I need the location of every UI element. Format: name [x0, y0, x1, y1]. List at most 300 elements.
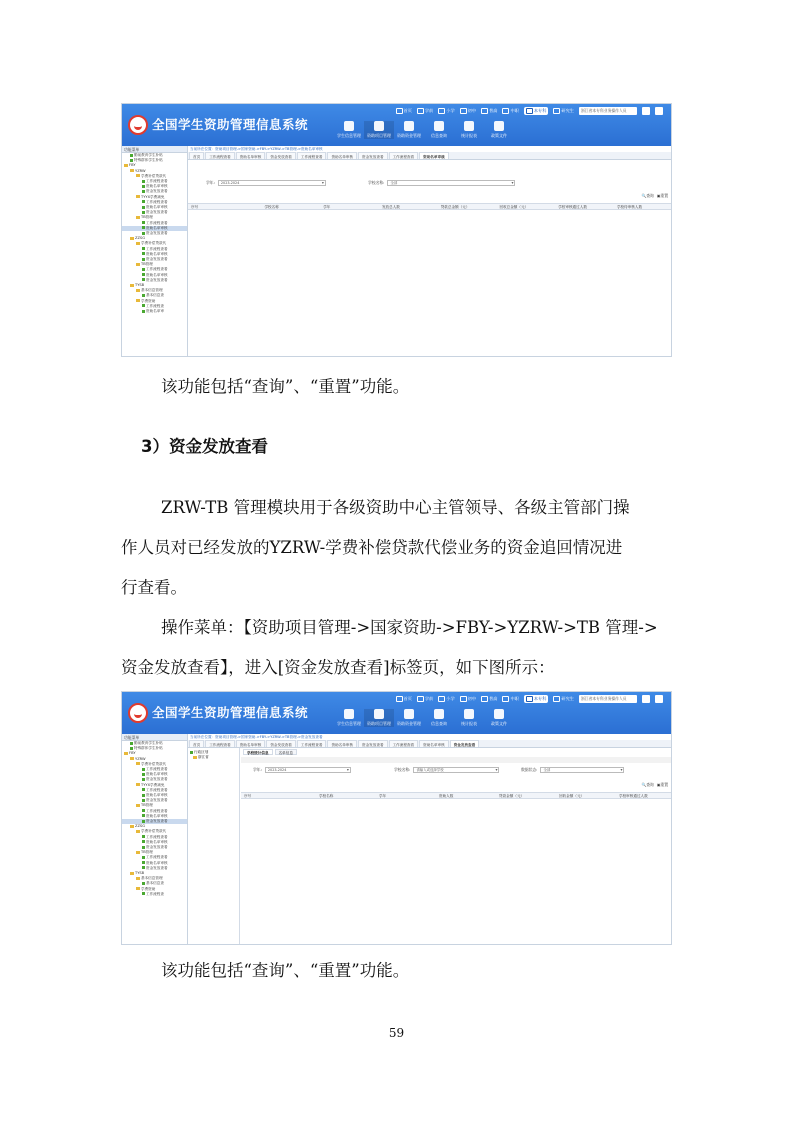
system-header	[122, 104, 671, 146]
folder-icon	[136, 851, 140, 854]
menu-tree-label: 工作流程查	[146, 891, 164, 896]
menu-tree-label: 资金发放查看	[146, 819, 168, 824]
nav-item[interactable]	[394, 709, 424, 727]
nav-item-label: 统计报表	[461, 133, 477, 138]
top-link[interactable]	[524, 107, 549, 115]
paragraph-1-line-3: 行查看。	[121, 578, 187, 597]
page-icon	[130, 154, 133, 157]
system-header	[122, 692, 671, 734]
folder-icon	[136, 263, 140, 266]
page-icon	[142, 247, 145, 250]
menu-tree-label: 学费资助	[141, 886, 156, 891]
top-link[interactable]	[502, 696, 518, 702]
top-link[interactable]	[438, 108, 454, 114]
folder-icon	[136, 195, 140, 198]
menu-header: 功能菜单	[122, 734, 187, 741]
year-label: 学年:	[253, 767, 262, 772]
tab[interactable]: 资助名单审核	[327, 152, 357, 159]
menu-tree-label: 学费补偿贷款代	[141, 829, 167, 834]
page-icon	[142, 180, 145, 183]
menu-tree-label: 资金发放查看	[146, 845, 168, 850]
menu-tree-label: 资金发放查看	[146, 231, 168, 236]
top-link[interactable]	[460, 108, 476, 114]
menu-tree-label: 勤前教育学生补贴	[134, 741, 163, 745]
menu-tree-label: 工作流程查	[146, 303, 164, 308]
page-icon	[142, 268, 145, 271]
stage-icon	[481, 108, 488, 114]
school-select[interactable]: 全部 ▾	[387, 180, 515, 186]
column-header: 发放总人数	[381, 205, 400, 209]
sub-tab-bar	[241, 748, 671, 756]
nav-item-label: 学生信息管理	[337, 133, 361, 138]
stage-icon	[460, 108, 467, 114]
menu-tree	[122, 741, 187, 897]
school-filter	[394, 767, 499, 773]
menu-tree-label: TB管理	[141, 803, 153, 808]
stage-icon	[438, 108, 445, 114]
menu-tree-label: 资金发放查看	[146, 777, 168, 782]
nav-item-label: 资助资金管理	[397, 721, 421, 726]
top-link[interactable]	[553, 696, 574, 702]
year-select[interactable]: 2023-2024 ▾	[265, 767, 351, 773]
menu-tree-label: 学费补偿贷款代	[141, 761, 167, 766]
paragraph-1-line-1: ZRW-TB 管理模块用于各级资助中心主管领导、各级主管部门操	[161, 498, 630, 517]
folder-icon	[136, 783, 140, 786]
menu-tree-label: 学费补偿贷款代	[141, 241, 167, 246]
menu-tree-label: 资助名单审核	[146, 839, 168, 844]
system-title: 全国学生资助管理信息系统	[152, 117, 309, 132]
menu-tree-label: 资助名单审	[146, 309, 164, 314]
page-icon	[130, 747, 133, 750]
nav-item[interactable]	[364, 709, 394, 727]
top-link-label: 初中	[467, 108, 477, 113]
column-header: 学校审核通过人数	[619, 794, 648, 798]
page-icon	[142, 773, 145, 776]
nav-item-label: 资助项目管理	[367, 721, 391, 726]
nav-icon	[494, 121, 504, 131]
top-link[interactable]	[438, 696, 454, 702]
tab[interactable]: 工作流程查看	[389, 740, 419, 747]
folder-icon	[136, 804, 140, 807]
column-header: 学校名称	[319, 794, 334, 798]
main-nav	[334, 709, 514, 727]
main-pane	[188, 146, 671, 356]
folder-icon	[130, 284, 134, 287]
page-icon	[142, 278, 145, 281]
page-icon	[142, 788, 145, 791]
page-icon	[130, 742, 133, 745]
year-filter	[253, 767, 351, 773]
function-menu	[122, 734, 188, 944]
page-icon	[142, 856, 145, 859]
page-icon	[142, 211, 145, 214]
menu-tree	[122, 153, 187, 314]
top-link[interactable]	[417, 108, 433, 114]
tab[interactable]: 资助名单审核	[419, 152, 449, 159]
menu-tree-label: 工作流程查看	[146, 787, 168, 792]
nav-item-label: 资助项目管理	[367, 133, 391, 138]
folder-icon	[136, 174, 140, 177]
region-tree-header: 行政区划	[190, 750, 237, 755]
page-icon	[142, 200, 145, 203]
tab[interactable]: 工作流程查看	[205, 740, 235, 747]
query-button[interactable]: 🔍查询	[641, 782, 654, 787]
tab[interactable]: 首页	[189, 740, 204, 747]
nav-item[interactable]	[484, 121, 514, 139]
page-icon	[142, 861, 145, 864]
nav-item[interactable]	[364, 121, 394, 139]
folder-icon	[124, 164, 128, 167]
nav-icon	[434, 121, 444, 131]
menu-tree-label: 工作流程查看	[146, 179, 168, 184]
page-icon	[142, 310, 145, 313]
page-icon	[142, 206, 145, 209]
reset-button[interactable]: ▣重置	[656, 193, 668, 198]
top-link[interactable]	[553, 108, 574, 114]
tab[interactable]: 资金发放查看	[266, 152, 296, 159]
nav-item-label: 信息查询	[431, 721, 447, 726]
main-pane	[188, 734, 671, 944]
tab[interactable]: 资金发放查看	[450, 740, 480, 747]
nav-item-label: 政策文件	[491, 721, 507, 726]
region-tree-root[interactable]: 浙江省	[190, 755, 237, 760]
menu-tree-label: 特殊群体学生补贴	[134, 746, 163, 751]
page-icon	[142, 799, 145, 802]
function-menu	[122, 146, 188, 356]
page-icon	[142, 190, 145, 193]
folder-icon	[136, 299, 140, 302]
top-link[interactable]	[460, 696, 476, 702]
tab[interactable]: 工作流程查看	[205, 152, 235, 159]
menu-tree-label: 资助名单审核	[146, 251, 168, 256]
stage-icon	[396, 108, 403, 114]
menu-tree-label: 资助名单审核	[146, 793, 168, 798]
tab[interactable]: 首页	[189, 152, 204, 159]
stage-icon	[502, 108, 509, 114]
page-icon	[142, 778, 145, 781]
column-header: 学年	[323, 205, 331, 209]
system-title: 全国学生资助管理信息系统	[152, 705, 309, 720]
menu-tree-label: 特殊群体学生补贴	[134, 158, 163, 163]
menu-tree-label: 基本信息管理	[141, 288, 163, 293]
nav-icon	[464, 121, 474, 131]
nav-item[interactable]	[424, 709, 454, 727]
menu-tree-label: 资金发放查看	[146, 210, 168, 215]
folder-icon	[130, 757, 134, 760]
folder-icon	[136, 216, 140, 219]
menu-tree-label: 工作流程查看	[146, 246, 168, 251]
top-link-label: 研究生	[561, 696, 574, 701]
stage-icon	[460, 696, 467, 702]
top-link[interactable]	[502, 108, 518, 114]
top-link-label: 学前	[424, 696, 434, 701]
column-header: 资助人数	[439, 794, 454, 798]
school-label: 学校名称:	[394, 767, 411, 772]
nav-item[interactable]	[454, 709, 484, 727]
menu-tree-item[interactable]	[122, 892, 187, 897]
nav-icon	[434, 709, 444, 719]
breadcrumb: 当前所在位置：资助项目管理->国家资助->FBY->YZRW->TB管理->资金发放查看	[190, 735, 323, 739]
nav-icon	[404, 709, 414, 719]
column-header: 序号	[191, 205, 199, 209]
exit-icon[interactable]	[655, 107, 663, 115]
page-icon	[142, 840, 145, 843]
page-icon	[142, 294, 145, 297]
top-link-label: 本专科	[533, 108, 547, 113]
tab[interactable]: 资金发放查看	[358, 152, 388, 159]
menu-tree-label: TB管理	[141, 215, 153, 220]
top-link-label: 中职	[510, 108, 519, 113]
top-link-label: 初中	[467, 696, 477, 701]
top-link[interactable]	[396, 696, 412, 702]
year-label: 学年:	[206, 180, 215, 185]
table-header	[188, 203, 671, 210]
page-icon	[142, 232, 145, 235]
caption-2: 该功能包括“查询”、“重置”功能。	[161, 961, 410, 980]
stage-icon	[438, 696, 445, 702]
menu-tree-label: ZZSG	[135, 824, 145, 829]
menu-tree-label: TYSB	[135, 871, 145, 876]
tab[interactable]: 工作流程查看	[389, 152, 419, 159]
action-buttons	[641, 782, 668, 788]
column-header: 学年	[379, 794, 387, 798]
screenshot-fund-list-review	[121, 103, 672, 357]
menu-tree-label: 学费补偿贷款代	[141, 173, 167, 178]
tab-bar	[188, 740, 671, 748]
top-link[interactable]	[396, 108, 412, 114]
menu-tree-label: ZZSG	[135, 236, 145, 241]
menu-tree-label: 工作流程查看	[146, 267, 168, 272]
tab[interactable]: 工作流程查看	[297, 740, 327, 747]
menu-tree-label: 资助名单审核	[146, 225, 168, 230]
page-icon	[142, 835, 145, 838]
year-select[interactable]: 2023-2024 ▾	[218, 180, 326, 186]
tab[interactable]: 资助名单审核	[419, 740, 449, 747]
breadcrumb: 当前所在位置：资助项目管理->国家资助->FBY->YZRW->TB管理->资助名单审核	[190, 147, 323, 151]
top-links	[396, 695, 664, 703]
top-link-label: 学前	[424, 108, 434, 113]
status-filter	[521, 767, 624, 773]
page-icon	[142, 866, 145, 869]
menu-tree-label: TYYX学费减免	[141, 782, 165, 787]
nav-item[interactable]	[454, 121, 484, 139]
tab[interactable]: 资助名单审核	[327, 740, 357, 747]
top-link[interactable]	[417, 696, 433, 702]
nav-item[interactable]	[334, 709, 364, 727]
tab[interactable]: 资助名单审核	[236, 152, 266, 159]
folder-icon	[130, 169, 134, 172]
folder-icon	[130, 872, 134, 875]
status-label: 数据状态:	[521, 767, 538, 772]
system-logo-icon	[128, 703, 148, 723]
stage-icon	[526, 696, 533, 702]
menu-tree-label: 工作流程查看	[146, 767, 168, 772]
menu-tree-label: TYYX学费减免	[141, 194, 165, 199]
page-icon	[142, 882, 145, 885]
page-icon	[130, 159, 133, 162]
menu-tree-label: 基本信息查	[146, 293, 164, 298]
page-icon	[142, 892, 145, 895]
menu-tree-label: 资助名单审核	[146, 813, 168, 818]
main-nav	[334, 121, 514, 139]
exit-icon[interactable]	[655, 695, 663, 703]
page-icon	[142, 226, 145, 229]
table-header	[241, 792, 671, 799]
stage-icon	[417, 696, 424, 702]
menu-tree-label: TYSB	[135, 283, 145, 288]
folder-icon	[124, 752, 128, 755]
column-header: 回收总金额（元）	[499, 205, 529, 209]
region-select[interactable]: 浙江省本专科业务操作人员	[579, 107, 637, 115]
page-icon	[142, 820, 145, 823]
menu-tree-label: 资金发放查看	[146, 798, 168, 803]
menu-tree-label: FBY	[129, 163, 136, 168]
tab[interactable]: 资金发放查看	[358, 740, 388, 747]
column-header: 回收金额（元）	[559, 794, 585, 798]
top-link-label: 小学	[446, 108, 455, 113]
top-link-label: 中职	[510, 696, 519, 701]
user-icon[interactable]	[642, 695, 650, 703]
nav-item[interactable]	[334, 121, 364, 139]
stage-icon	[396, 696, 403, 702]
menu-header: 功能菜单	[122, 146, 187, 153]
top-link-label: 本专科	[533, 696, 547, 701]
tab[interactable]: 资金发放查看	[266, 740, 296, 747]
nav-item-label: 信息查询	[431, 133, 447, 138]
menu-tree-label: 学费资助	[141, 298, 156, 303]
top-link-label: 普高	[489, 108, 498, 113]
region-select[interactable]: 浙江省本专科业务操作人员	[579, 695, 637, 703]
nav-icon	[344, 709, 354, 719]
tab[interactable]: 工作流程查看	[297, 152, 327, 159]
folder-icon	[136, 877, 140, 880]
system-logo-icon	[128, 115, 148, 135]
tab[interactable]: 资助名单审核	[236, 740, 266, 747]
page-icon	[142, 768, 145, 771]
nav-item-label: 统计报表	[461, 721, 477, 726]
caption-1: 该功能包括“查询”、“重置”功能。	[161, 377, 410, 396]
folder-icon	[136, 830, 140, 833]
action-buttons	[641, 193, 668, 199]
sub-tab[interactable]: 名单信息	[275, 749, 297, 755]
page-icon	[142, 258, 145, 261]
top-link[interactable]	[481, 108, 497, 114]
school-label: 学校名称:	[368, 180, 385, 185]
user-icon[interactable]	[642, 107, 650, 115]
page-icon	[142, 846, 145, 849]
page-icon	[142, 809, 145, 812]
menu-tree-label: TB管理	[141, 850, 153, 855]
stage-icon	[502, 696, 509, 702]
nav-icon	[494, 709, 504, 719]
page-icon	[142, 252, 145, 255]
page-icon	[142, 794, 145, 797]
menu-tree-label: 资金发放查看	[146, 189, 168, 194]
column-header: 学校审核通过人数	[558, 205, 587, 209]
page-icon	[142, 185, 145, 188]
nav-item[interactable]	[484, 709, 514, 727]
region-tree	[188, 748, 240, 944]
folder-icon	[130, 825, 134, 828]
nav-item[interactable]	[394, 121, 424, 139]
folder-icon	[130, 237, 134, 240]
menu-tree-label: YZRW	[135, 168, 146, 173]
tab-bar	[188, 152, 671, 160]
nav-icon	[374, 709, 384, 719]
menu-tree-label: 基本信息管理	[141, 876, 163, 881]
column-header: 贷款总金额（元）	[440, 205, 470, 209]
nav-item-label: 资助资金管理	[397, 133, 421, 138]
page-number: 59	[388, 1026, 405, 1040]
stage-icon	[417, 108, 424, 114]
menu-tree-label: TB管理	[141, 262, 153, 267]
menu-tree-label: 工作流程查看	[146, 808, 168, 813]
menu-tree-label: 资金发放查看	[146, 865, 168, 870]
menu-tree-label: FBY	[129, 751, 136, 756]
school-input[interactable]: 请输入或选择学校 ▾	[413, 767, 499, 773]
column-header: 序号	[244, 794, 252, 798]
page-icon	[142, 304, 145, 307]
query-button[interactable]: 🔍查询	[641, 193, 654, 198]
menu-tree-label: 勤前教育学生补贴	[134, 153, 163, 157]
status-select[interactable]: 全部 ▾	[540, 767, 624, 773]
tab-content-divider	[241, 757, 671, 763]
paragraph-2-line-1: 操作菜单：【资助项目管理->国家资助->FBY->YZRW->TB 管理->	[161, 618, 658, 637]
column-header: 学校待审核人数	[616, 205, 643, 209]
menu-tree-label: 工作流程查看	[146, 855, 168, 860]
top-link-label: 小学	[446, 696, 455, 701]
nav-icon	[464, 709, 474, 719]
menu-tree-label: 资助名单审核	[146, 772, 168, 777]
menu-tree-label: 资助名单审核	[146, 272, 168, 277]
menu-tree-item[interactable]	[122, 309, 187, 314]
top-link-label: 首页	[403, 108, 412, 113]
school-filter	[368, 180, 515, 186]
top-link[interactable]	[524, 695, 549, 703]
top-link-label: 普高	[489, 696, 498, 701]
menu-tree-label: 工作流程查看	[146, 220, 168, 225]
stage-icon	[553, 696, 560, 702]
folder-icon	[136, 289, 140, 292]
top-link[interactable]	[481, 696, 497, 702]
menu-tree-label: 资助名单审核	[146, 205, 168, 210]
stage-icon	[481, 696, 488, 702]
menu-tree-label: 工作流程查看	[146, 199, 168, 204]
top-links	[396, 107, 664, 115]
nav-item[interactable]	[424, 121, 454, 139]
column-header: 贷款金额（元）	[499, 794, 525, 798]
stage-icon	[553, 108, 560, 114]
menu-tree-label: 资助名单审核	[146, 860, 168, 865]
nav-icon	[374, 121, 384, 131]
stage-icon	[526, 108, 533, 114]
nav-item-label: 学生信息管理	[337, 721, 361, 726]
column-header: 学校名称	[264, 205, 279, 209]
screenshot-fund-distribution-view	[121, 691, 672, 945]
menu-tree-label: 资助名单审核	[146, 184, 168, 189]
top-link-label: 研究生	[561, 108, 574, 113]
page-icon	[142, 273, 145, 276]
menu-tree-label: 工作流程查看	[146, 834, 168, 839]
folder-icon	[136, 762, 140, 765]
menu-tree-label: YZRW	[135, 756, 146, 761]
paragraph-1-line-2: 作人员对已经发放的YZRW-学费补偿贷款代偿业务的资金追回情况进	[121, 538, 623, 557]
menu-tree-label: 资金发放查看	[146, 277, 168, 282]
paragraph-2-line-2: 资金发放查看】，进入[资金发放查看]标签页，如下图所示：	[121, 658, 555, 677]
section-heading: 3）资金发放查看	[141, 437, 268, 456]
sub-tab[interactable]: 学校统计信息	[243, 749, 273, 755]
reset-button[interactable]: ▣重置	[656, 782, 668, 787]
